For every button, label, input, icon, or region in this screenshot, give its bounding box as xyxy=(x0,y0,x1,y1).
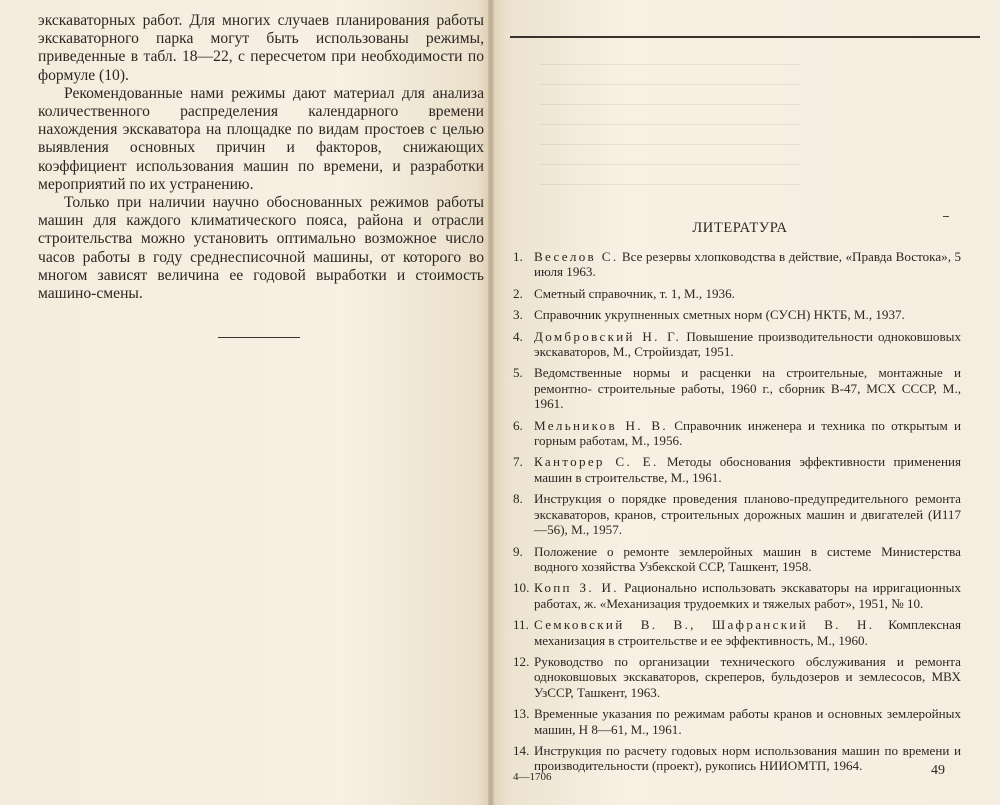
reference-number: 11. xyxy=(513,617,529,633)
reference-number: 1. xyxy=(513,249,523,264)
reference-number: 14. xyxy=(513,742,530,758)
paragraph: экскаваторных работ. Для многих случаев планирования работы экскаваторного парка могут быть использованы режимы, приведенные в табл. 18—22, с пересчетом при необходимости по формуле (10). xyxy=(38,12,484,84)
reference-author: Копп З. И. xyxy=(534,580,619,596)
left-page-text xyxy=(38,12,484,303)
reference-number: 7. xyxy=(513,454,523,470)
reference-item xyxy=(513,329,961,360)
reference-number: 8. xyxy=(513,491,523,507)
reference-number: 2. xyxy=(513,285,523,301)
reference-text: Сметный справочник, т. 1, М., 1936. xyxy=(534,285,735,301)
reference-item xyxy=(513,418,961,449)
reference-item xyxy=(513,454,961,485)
reference-item xyxy=(513,743,961,774)
reference-text: Все резервы хлопководства в действие, «Правда Востока», 5 июля 1963. xyxy=(534,249,962,280)
reference-number: 13. xyxy=(513,706,530,722)
reference-author: Канторер С. Е. xyxy=(534,454,659,470)
print-mark xyxy=(943,216,949,217)
reference-item xyxy=(513,706,961,737)
reference-number: 6. xyxy=(513,417,523,433)
reference-text: Справочник укрупненных сметных норм (СУСН) НКТБ, М., 1937. xyxy=(534,307,905,323)
reference-text: Повышение производительности одноковшовых экскаваторов, М., Стройиздат, 1951. xyxy=(534,328,962,360)
reference-author: Мельников Н. В. xyxy=(534,417,668,433)
printer-signature: 4—1706 xyxy=(513,771,552,783)
reference-item xyxy=(513,286,961,301)
reference-number: 4. xyxy=(513,328,523,344)
page-number: 49 xyxy=(931,763,945,778)
reference-item xyxy=(513,491,961,537)
reference-author: Семковский В. В., Шафранский В. Н. xyxy=(534,617,875,633)
reference-item xyxy=(513,580,961,611)
reference-item xyxy=(513,654,961,700)
top-rule xyxy=(510,36,980,38)
reference-item xyxy=(513,307,961,322)
reference-author: Веселов С. xyxy=(534,249,619,264)
reference-number: 5. xyxy=(513,365,523,381)
reference-text: Инструкция по расчету годовых норм использования машин по времени и производительности (проект), рукопись НИИОМТП, 1964. xyxy=(534,742,961,774)
reference-text: Временные указания по режимам работы кранов и основных землеройных машин, Н 8—61, М., 1961. xyxy=(534,706,961,737)
reference-text: Комплексная механизация в строительстве и ее эффективность, М., 1960. xyxy=(534,617,961,648)
references-list xyxy=(513,249,961,780)
reference-text: Руководство по организации технического обслуживания и ремонта одноковшовых экскаваторов, скреперов, бульдозеров и землесосов, МВХ УзССР, Ташкент, 1963. xyxy=(534,653,961,700)
reference-text: Инструкция о порядке проведения планово-предупредительного ремонта экскаваторов, кранов, строительных дорожных машин и двигателей (И117—56), М., 1957. xyxy=(534,491,961,538)
reference-item xyxy=(513,365,961,411)
reference-text: Положение о ремонте землеройных машин в системе Министерства водного хозяйства Узбекской ССР, Ташкент, 1958. xyxy=(534,543,961,574)
reference-author: Домбровский Н. Г. xyxy=(534,328,682,344)
reference-text: Ведомственные нормы и расценки на строительные, монтажные и ремонтно- строительные работы, 1960 г., сборник В-47, МСХ СССР, М., 1961. xyxy=(534,365,961,412)
reference-number: 10. xyxy=(513,580,530,596)
reference-item xyxy=(513,544,961,575)
reference-text: Рационально использовать экскаваторы на ирригационных работах, ж. «Механизация трудоемких и тяжелых работ», 1951, № 10. xyxy=(534,580,961,611)
reference-text: Методы обоснования эффективности применения машин в строительстве, М., 1961. xyxy=(534,454,961,485)
reference-number: 3. xyxy=(513,307,523,323)
reference-item xyxy=(513,617,961,648)
reference-number: 12. xyxy=(513,653,530,669)
book-gutter xyxy=(488,0,494,805)
reference-item xyxy=(513,249,961,280)
section-end-rule xyxy=(218,337,300,338)
paragraph: Только при наличии научно обоснованных режимов работы машин для каждого климатического пояса, района и отрасли строительства можно установить оптимально возможное число часов работы в году среднесписочной машины, от которого во многом зависят величина ее годовой выработки и стоимость машино-смены. xyxy=(38,194,484,303)
references-heading: ЛИТЕРАТУРА xyxy=(692,220,788,236)
reference-number: 9. xyxy=(513,543,523,559)
reference-text: Справочник инженера и техника по открытым и горным работам, М., 1956. xyxy=(534,417,962,449)
paragraph: Рекомендованные нами режимы дают материал для анализа количественного распределения календарного времени нахождения экскаватора на площадке по видам простоев с целью выявления основных причин и факторов, снижающих коэффициент использования машин по времени, и разработки мероприятий по их устранению. xyxy=(38,84,484,193)
